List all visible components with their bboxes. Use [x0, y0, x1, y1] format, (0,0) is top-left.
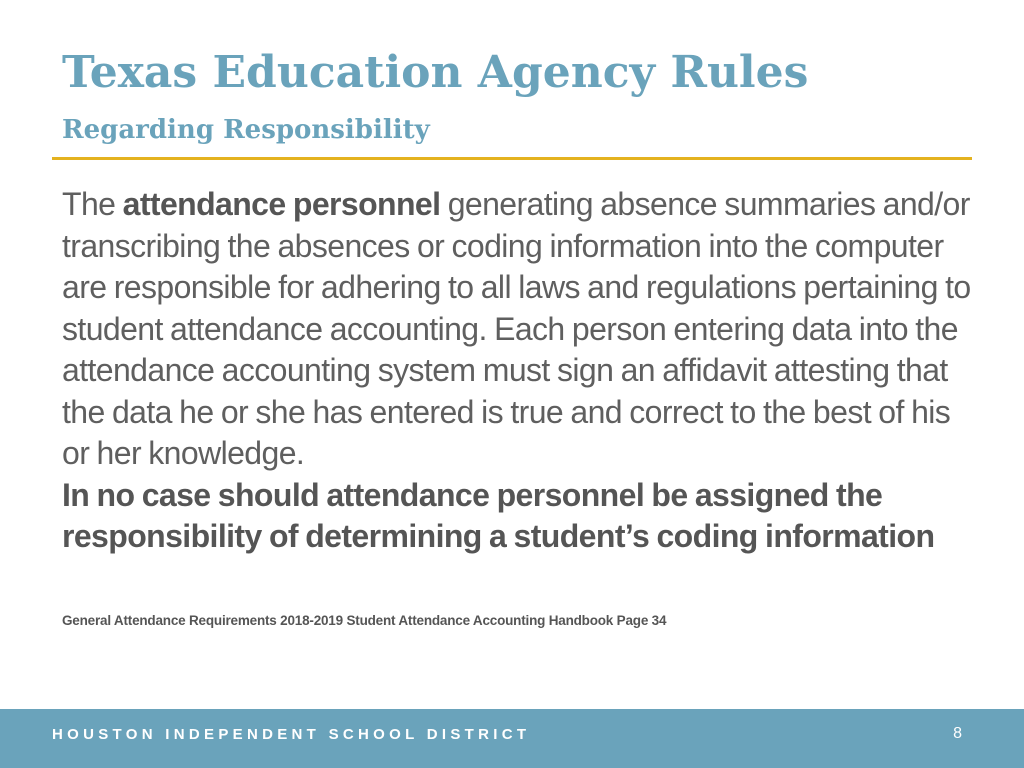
body-paragraph — [62, 184, 972, 558]
body-intro-prefix: The — [62, 186, 123, 222]
footer-bar — [0, 709, 1024, 768]
body-emphasis: In no case should attendance personnel be assigned the responsibility of determining a student’s coding information — [62, 476, 935, 554]
body-intro-rest: generating absence summaries and/or transcribing the absences or coding information into the computer are responsible for adhering to all laws and regulations pertaining to student attendance accounting. Each person entering data into the attendance accounting system must sign an affidavit attesting that the data he or she has entered is true and correct to the best of his or her knowledge. — [62, 186, 971, 471]
slide-subtitle: Regarding Responsibility — [62, 115, 430, 145]
title-divider — [52, 157, 972, 160]
source-citation: General Attendance Requirements 2018-2019 Student Attendance Accounting Handbook Page 34 — [62, 613, 667, 628]
page-number: 8 — [953, 725, 962, 742]
footer-organization: HOUSTON INDEPENDENT SCHOOL DISTRICT — [52, 726, 531, 743]
slide-title: Texas Education Agency Rules — [62, 47, 809, 98]
body-intro-bold: attendance personnel — [122, 186, 441, 222]
